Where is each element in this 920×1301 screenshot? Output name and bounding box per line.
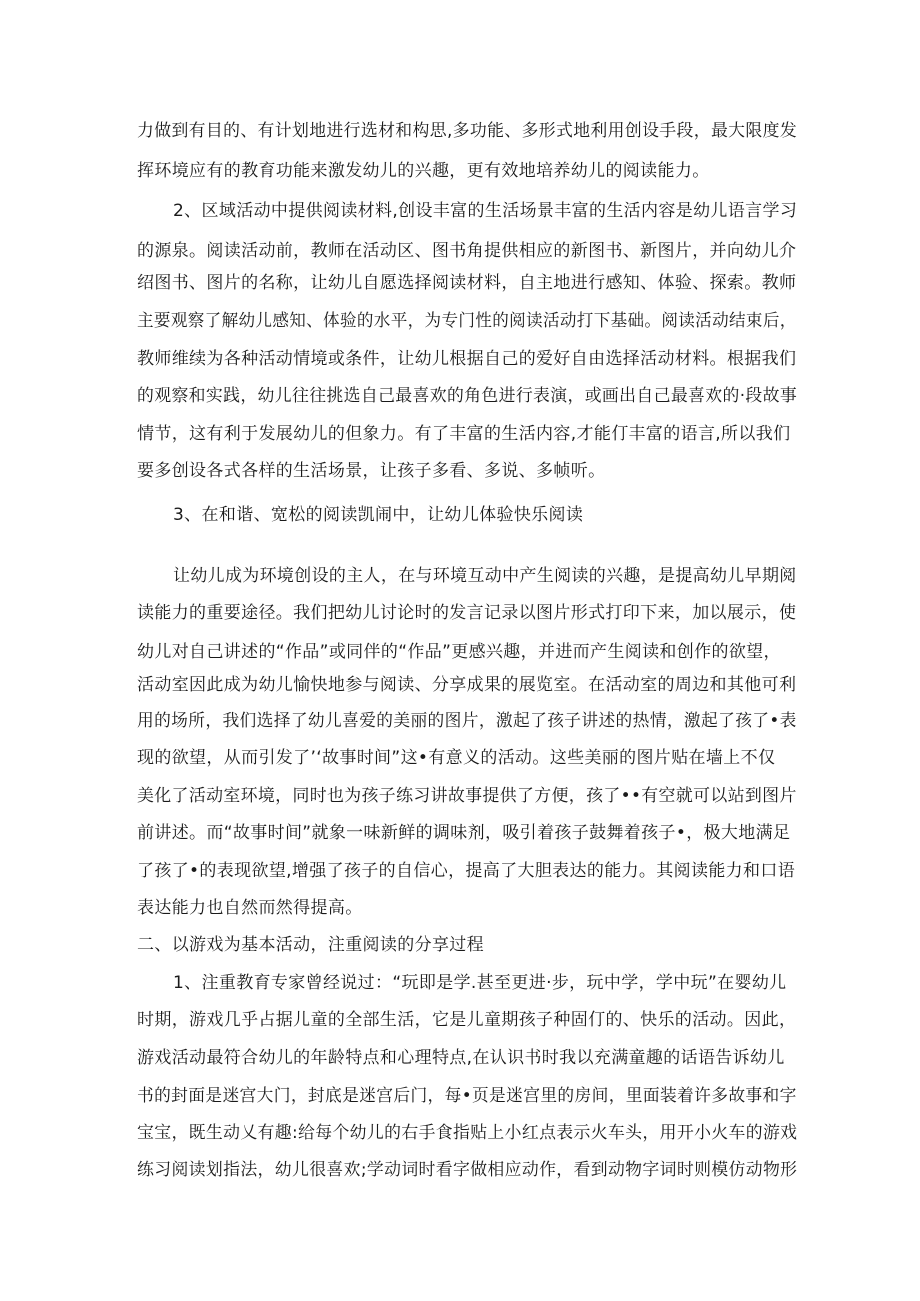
text-line: 用的场所，我们选择了幼儿喜爱的美丽的图片，激起了孩子讲述的热情，激起了孩了•表 — [137, 711, 797, 731]
text-line: 了孩了•的表现欲望,增强了孩子的自信心，提高了大胆表达的能力。其阅读能力和口语 — [137, 861, 796, 881]
text-line: 的观察和实践，幼儿往往挑选自己最喜欢的角色进行表演，或画出自己最喜欢的·段故事 — [137, 386, 798, 406]
text-line: 活动室因此成为幼儿愉快地参与阅读、分享成果的展览室。在活动室的周边和其他可利 — [137, 675, 797, 695]
text-line: 书的封面是迷宫大门，封底是迷宫后门，每•页是迷宫里的房间，里面装着许多故事和字 — [137, 1086, 797, 1106]
text-line: 练习阅读划指法，幼儿很喜欢;学动词时看字做相应动作，看到动物字词时则模仿动物形 — [137, 1160, 798, 1180]
text-line: 游戏活动最符合幼儿的年龄特点和心理特点,在认识书时我以充满童趣的话语告诉幼儿 — [137, 1048, 785, 1068]
text-line: 二、以游戏为基本活动，注重阅读的分享过程 — [137, 935, 484, 955]
text-line: 前讲述。而“故事时间”就象一味新鲜的调味剂，吸引着孩子鼓舞着孩子•，极大地满足 — [137, 823, 791, 843]
text-line: 2、区域活动中提供阅读材料,创设丰富的生活场景丰富的生活内容是幼儿语言学习 — [173, 201, 798, 221]
text-line: 3、在和谐、宽松的阅读凯闹中，让幼儿体验快乐阅读 — [173, 505, 584, 525]
text-line: 绍图书、图片的名称，让幼儿自愿选择阅读材料，自主地进行感知、体验、探索。教师 — [137, 273, 797, 293]
text-line: 读能力的重要途径。我们把幼儿讨论时的发言记录以图片形式打印下来，加以展示，使 — [137, 603, 797, 623]
text-line: 情节，这有利于发展幼儿的但象力。有了丰富的生活内容,才能仃丰富的语言,所以我们 — [137, 424, 791, 444]
text-line: 力做到有目的、有计划地进行选材和构思,多功能、多形式地利用创设手段，最大限度发 — [137, 121, 798, 141]
text-line: 现的欲望，从而引发了’‘故事时间”这•有意义的活动。这些美丽的图片贴在墙上不仅 — [137, 748, 776, 768]
text-line: 的源泉。阅读活动前，教师在活动区、图书角提供相应的新图书、新图片，并向幼儿介 — [137, 241, 797, 261]
text-line: 时期，游戏几乎占据儿童的全部生活，它是儿童期孩子种固仃的、快乐的活动。因此， — [137, 1010, 797, 1030]
text-line: 1、注重教育专家曾经说过：“玩即是学.甚至更进·步，玩中学，学中玩”在婴幼儿 — [173, 973, 787, 993]
text-line: 挥环境应有的教育功能来激发幼儿的兴趣，更有效地培养幼儿的阅读能力。 — [137, 161, 710, 181]
text-line: 表达能力也自然而然得提高。 — [137, 898, 363, 918]
text-line: 幼儿对自己讲述的“作品”或同伴的“作品”更感兴趣，并进而产生阅读和创作的欲望， — [137, 642, 781, 662]
text-line: 要多创设各式各样的生活场景，让孩子多看、多说、多帧听。 — [137, 461, 606, 481]
text-line: 主要观察了解幼儿感知、体验的水平，为专门性的阅读活动打下基础。阅读活动结束后， — [137, 311, 797, 331]
text-line: 让幼儿成为环境创设的主人，在与环境互动中产生阅读的兴趣，是提高幼儿早期阅 — [173, 566, 797, 586]
text-line: 教师维续为各种活动情境或条件，让幼儿根据自己的爱好自由选择活动材料。根据我们 — [137, 349, 797, 369]
text-line: 美化了活动室环境，同时也为孩子练习讲故事提供了方便，孩了••有空就可以站到图片 — [137, 786, 797, 806]
text-line: 宝宝，既生动乂有趣:给每个幼儿的右手食指贴上小红点表示火车头，用开小火车的游戏 — [137, 1123, 798, 1143]
